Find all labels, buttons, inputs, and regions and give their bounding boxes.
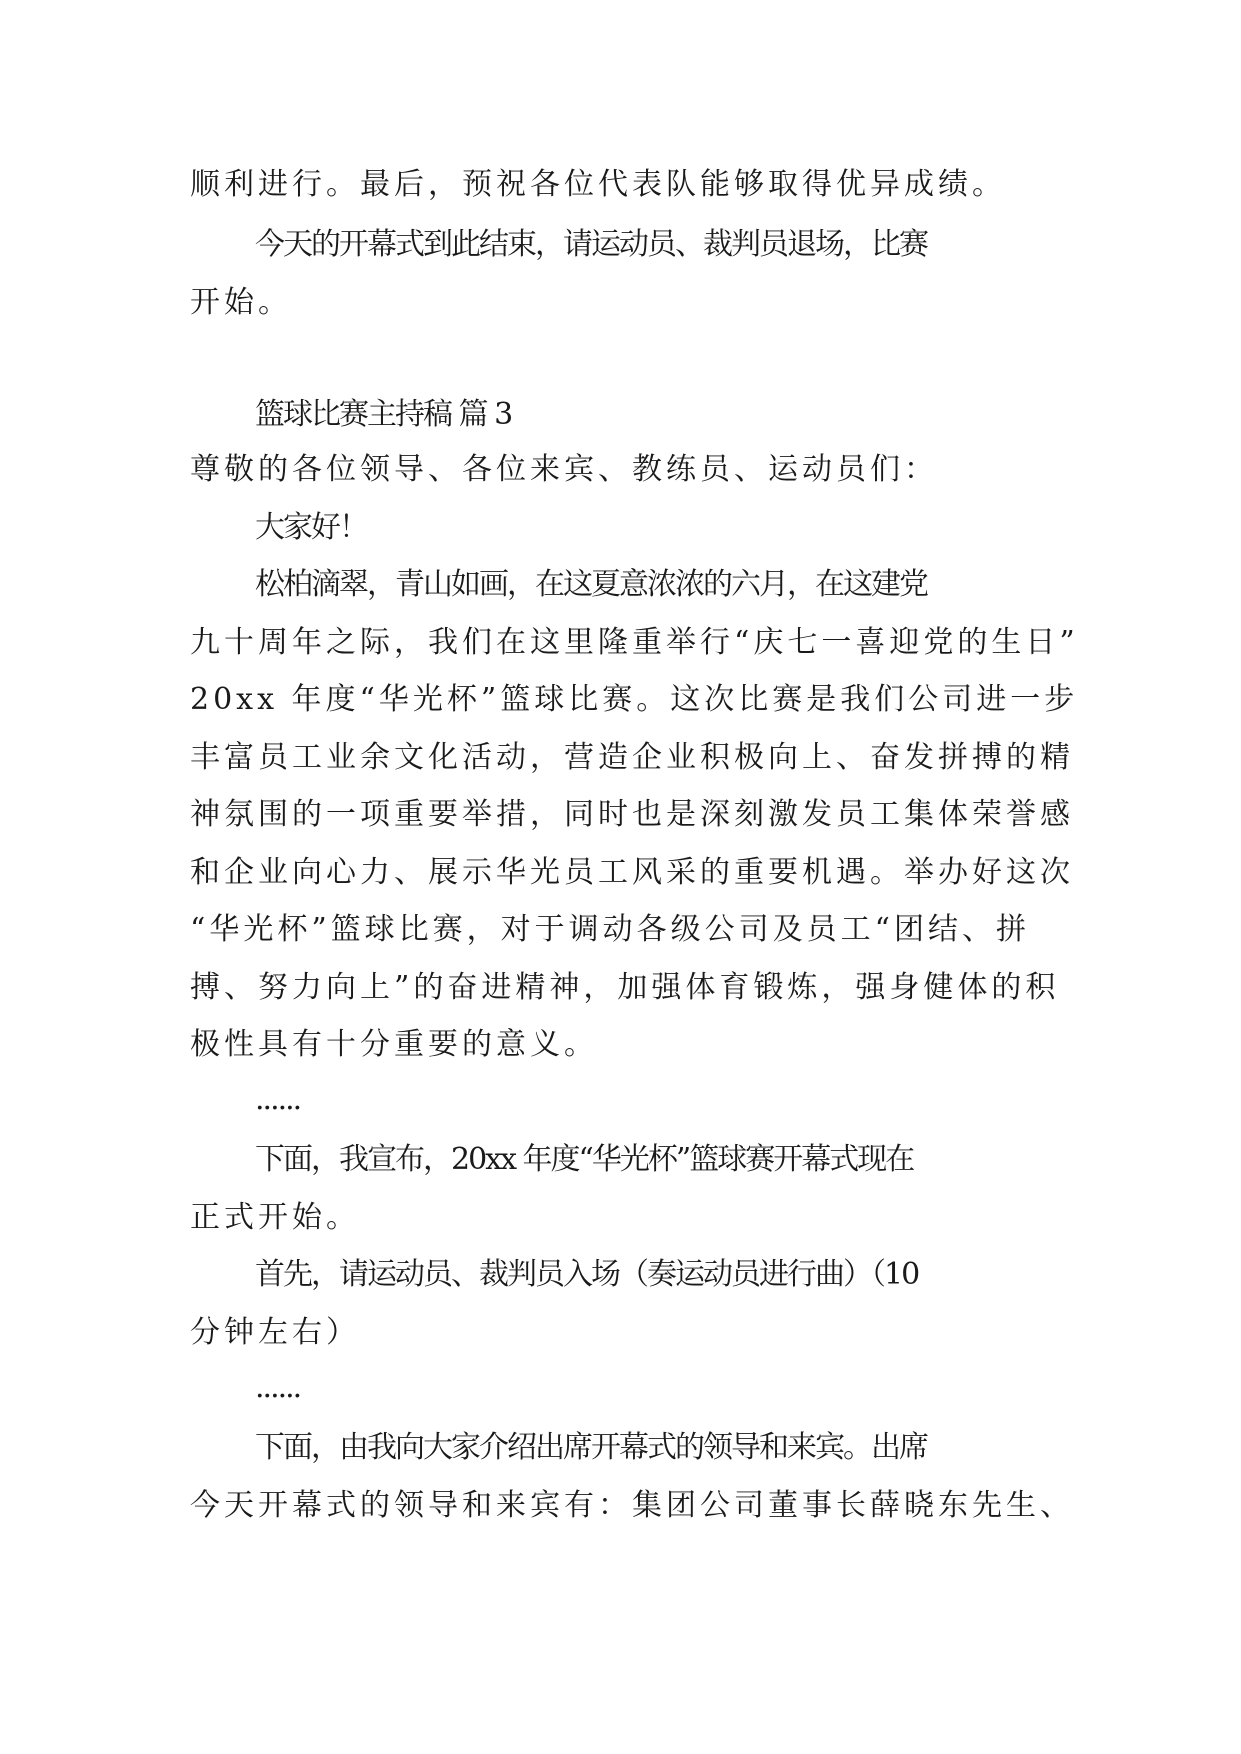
paragraph-line: 顺利进行。最后，预祝各位代表队能够取得优异成绩。 bbox=[190, 167, 1006, 202]
paragraph-line: 开始。 bbox=[190, 285, 292, 320]
paragraph-line: “华光杯”篮球比赛，对于调动各级公司及员工“团结、拼 bbox=[190, 912, 1031, 947]
paragraph-line: 和企业向心力、展示华光员工风采的重要机遇。举办好这次 bbox=[190, 855, 1074, 890]
paragraph-line: 首先，请运动员、裁判员入场（奏运动员进行曲）（10 bbox=[255, 1257, 919, 1292]
paragraph-line: 分钟左右） bbox=[190, 1315, 360, 1350]
section-heading: 篮球比赛主持稿 篇 3 bbox=[255, 397, 512, 432]
paragraph-line: 20xx 年度“华光杯”篮球比赛。这次比赛是我们公司进一步 bbox=[190, 682, 1079, 717]
paragraph-line: 极性具有十分重要的意义。 bbox=[190, 1027, 598, 1062]
paragraph-line: 搏、努力向上”的奋进精神，加强体育锻炼，强身健体的积 bbox=[190, 970, 1060, 1005]
greeting: 大家好！ bbox=[255, 510, 367, 545]
paragraph-line: 神氛围的一项重要举措，同时也是深刻激发员工集体荣誉感 bbox=[190, 797, 1074, 832]
salutation: 尊敬的各位领导、各位来宾、教练员、运动员们： bbox=[190, 452, 938, 487]
paragraph-line: 今天的开幕式到此结束，请运动员、裁判员退场，比赛 bbox=[255, 227, 927, 262]
paragraph-line: 今天开幕式的领导和来宾有：集团公司董事长薛晓东先生、 bbox=[190, 1488, 1074, 1523]
paragraph-line: 丰富员工业余文化活动，营造企业积极向上、奋发拼搏的精 bbox=[190, 740, 1074, 775]
paragraph-line: 正式开始。 bbox=[190, 1200, 360, 1235]
paragraph-line: 下面，我宣布，20xx 年度“华光杯”篮球赛开幕式现在 bbox=[255, 1142, 914, 1177]
ellipsis-line: ...... bbox=[255, 1370, 301, 1405]
paragraph-line: 下面，由我向大家介绍出席开幕式的领导和来宾。出席 bbox=[255, 1430, 927, 1465]
paragraph-line: 松柏滴翠，青山如画，在这夏意浓浓的六月，在这建党 bbox=[255, 567, 927, 602]
paragraph-line: 九十周年之际，我们在这里隆重举行“庆七一喜迎党的生日” bbox=[190, 625, 1079, 660]
ellipsis-line: ...... bbox=[255, 1082, 301, 1117]
